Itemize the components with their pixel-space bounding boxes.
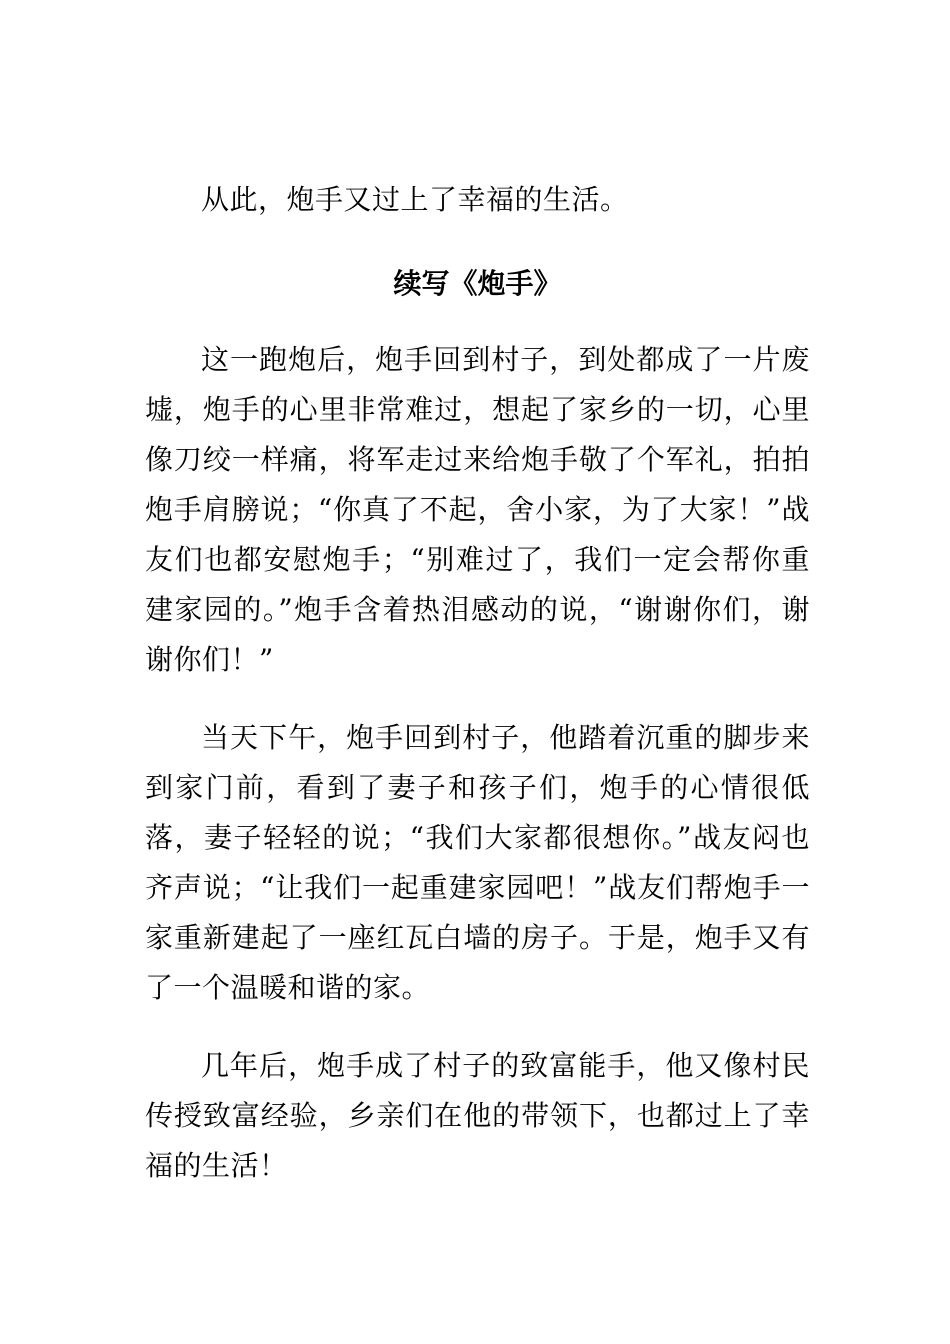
essay-title: 续写《炮手》 bbox=[393, 267, 562, 300]
document-page bbox=[145, 175, 810, 1191]
intro-paragraph: 从此，炮手又过上了幸福的生活。 bbox=[201, 183, 629, 216]
paragraph-1: 这一跑炮后，炮手回到村子，到处都成了一片废墟，炮手的心里非常难过，想起了家乡的一切，心里像刀绞一样痛，将军走过来给炮手敬了个军礼，拍拍炮手肩膀说；“你真了不起，舍小家，为了大家！”战友们也都安慰炮手；“别难过了，我们一定会帮你重建家园的。”炮手含着热泪感动的说，“谢谢你们，谢谢你们！” bbox=[145, 343, 810, 676]
paragraph-2: 当天下午，炮手回到村子，他踏着沉重的脚步来到家门前，看到了妻子和孩子们，炮手的心情很低落，妻子轻轻的说；“我们大家都很想你。”战友闷也齐声说；“让我们一起重建家园吧！”战友们帮炮手一家重新建起了一座红瓦白墙的房子。于是，炮手又有了一个温暖和谐的家。 bbox=[145, 721, 810, 1004]
paragraph-3: 几年后，炮手成了村子的致富能手，他又像村民传授致富经验，乡亲们在他的带领下，也都过上了幸福的生活！ bbox=[145, 1049, 810, 1182]
